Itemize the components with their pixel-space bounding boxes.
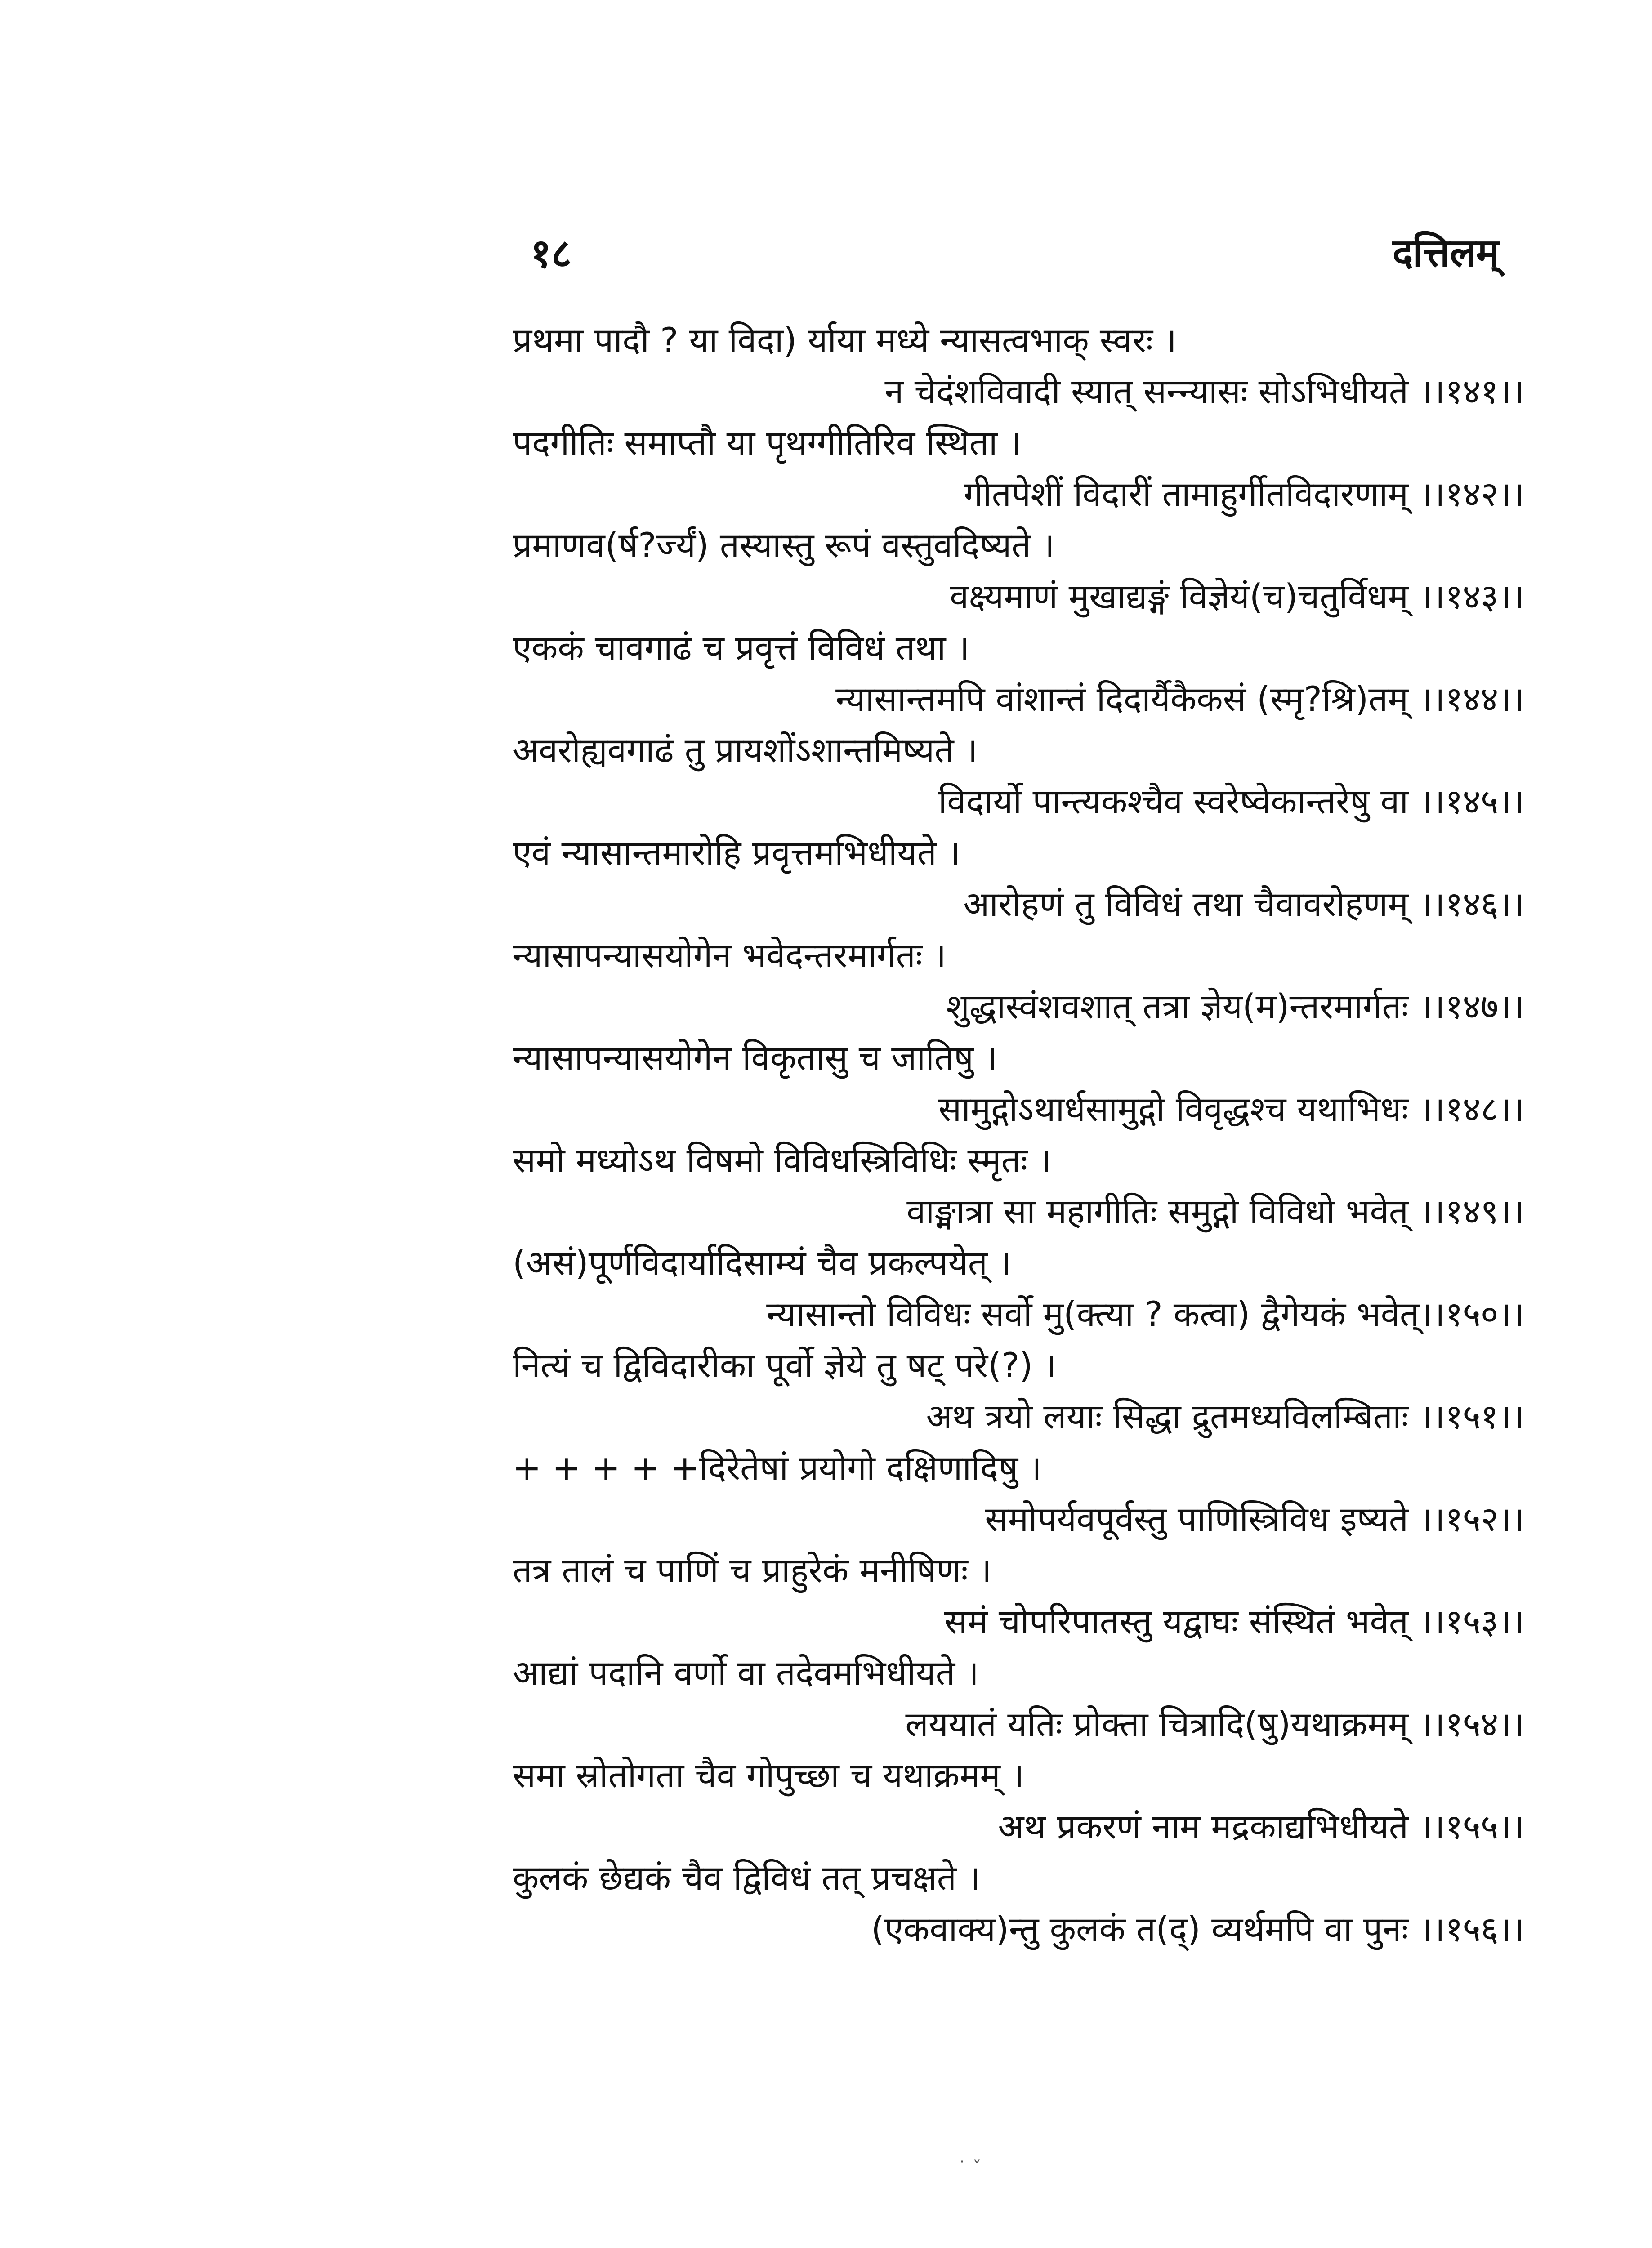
verse-line-second-half: सामुद्गोऽथार्धसामुद्गो विवृद्धश्च यथाभिधः ।।१४८।। bbox=[938, 1089, 1524, 1129]
verse-line-first-half: (असं)पूर्णविदार्यादिसाम्यं चैव प्रकल्पयेत् । bbox=[513, 1243, 1012, 1283]
verse-line-first-half: पदगीतिः समाप्तौ या पृथग्गीतिरिव स्थिता । bbox=[513, 423, 1022, 463]
stray-ink-marks: ˙ ˇ bbox=[958, 2158, 982, 2179]
verse-line-first-half: + + + + +दिरेतेषां प्रयोगो दक्षिणादिषु । bbox=[513, 1448, 1042, 1488]
verse-line-second-half: (एकवाक्य)न्तु कुलकं त(द्) व्यर्थमपि वा पुनः ।।१५६।। bbox=[871, 1909, 1524, 1949]
verse-line-first-half: कुलकं छेद्यकं चैव द्विविधं तत् प्रचक्षते । bbox=[513, 1858, 981, 1898]
verse-line-first-half: न्यासापन्यासयोगेन विकृतासु च जातिषु । bbox=[513, 1038, 998, 1078]
verse-line-first-half: तत्र तालं च पाणिं च प्राहुरेकं मनीषिणः । bbox=[513, 1550, 992, 1590]
verse-line-first-half: अवरोह्यवगाढं तु प्रायशोंऽशान्तमिष्यते । bbox=[513, 730, 978, 770]
verse-line-second-half: अथ प्रकरणं नाम मद्रकाद्यभिधीयते ।।१५५।। bbox=[998, 1806, 1524, 1847]
verse-line-first-half: आद्यां पदानि वर्णो वा तदेवमभिधीयते । bbox=[513, 1653, 979, 1693]
page-number: १८ bbox=[531, 230, 572, 277]
verse-line-first-half: समो मध्योऽथ विषमो विविधस्त्रिविधिः स्मृतः । bbox=[513, 1140, 1052, 1180]
verse-line-first-half: समा स्रोतोगता चैव गोपुच्छा च यथाक्रमम् । bbox=[513, 1755, 1024, 1795]
running-title: दत्तिलम् bbox=[1392, 231, 1499, 276]
verse-line-second-half: लययातं यतिः प्रोक्ता चित्रादि(षु)यथाक्रमम् ।।१५४।। bbox=[905, 1704, 1524, 1744]
verse-line-second-half: अथ त्रयो लयाः सिद्धा द्रुतमध्यविलम्बिताः ।।१५१।। bbox=[926, 1396, 1524, 1436]
verse-line-first-half: नित्यं च द्विविदारीका पूर्वो ज्ञेये तु षट् परे(?) । bbox=[513, 1345, 1057, 1385]
verse-line-second-half: न चेदंशविवादी स्यात् सन्न्यासः सोऽभिधीयते ।।१४१।। bbox=[884, 371, 1524, 411]
verse-text-block bbox=[513, 315, 1524, 1955]
verse-line-first-half: प्रमाणव(र्ष?र्ज्यं) तस्यास्तु रूपं वस्तुवदिष्यते । bbox=[513, 525, 1055, 565]
verse-line-first-half: न्यासापन्यासयोगेन भवेदन्तरमार्गतः । bbox=[513, 935, 947, 975]
verse-line-second-half: न्यासान्तमपि वांशान्तं दिदार्यैकैकसं (स्मृ?श्रि)तम् ।।१४४।। bbox=[835, 679, 1524, 719]
verse-line-first-half: एककं चावगाढं च प्रवृत्तं विविधं तथा । bbox=[513, 628, 970, 668]
verse-line-second-half: समं चोपरिपातस्तु यद्वाघः संस्थितं भवेत् ।।१५३।। bbox=[944, 1601, 1524, 1641]
verse-line-second-half: विदार्यो पान्त्यकश्चैव स्वरेष्वेकान्तरेषु वा ।।१४५।। bbox=[938, 781, 1524, 821]
verse-line-first-half: एवं न्यासान्तमारोहि प्रवृत्तमभिधीयते । bbox=[513, 833, 960, 873]
verse-line-second-half: समोपर्यवपूर्वस्तु पाणिस्त्रिविध इष्यते ।।१५२।। bbox=[985, 1499, 1524, 1539]
verse-line-first-half: प्रथमा पादौ ? या विदा) र्याया मध्ये न्यासत्वभाक् स्वरः । bbox=[513, 320, 1177, 360]
verse-line-second-half: वक्ष्यमाणं मुखाद्यङ्गं विज्ञेयं(च)चतुर्विधम् ।।१४३।। bbox=[950, 576, 1524, 616]
verse-line-second-half: गीतपेशीं विदारीं तामाहुर्गीतविदारणाम् ।।१४२।। bbox=[964, 474, 1524, 514]
verse-line-second-half: शुद्धास्वंशवशात् तत्रा ज्ञेय(म)न्तरमार्गतः ।।१४७।। bbox=[946, 986, 1524, 1026]
verse-line-second-half: न्यासान्तो विविधः सर्वो मु(क्त्या ? कत्वा) द्वैगेयकं भवेत्।।१५०।। bbox=[766, 1294, 1524, 1334]
verse-line-second-half: आरोहणं तु विविधं तथा चैवावरोहणम् ।।१४६।। bbox=[963, 884, 1524, 924]
verse-line-second-half: वाङ्मात्रा सा महागीतिः समुद्गो विविधो भवेत् ।।१४९।। bbox=[906, 1191, 1524, 1231]
